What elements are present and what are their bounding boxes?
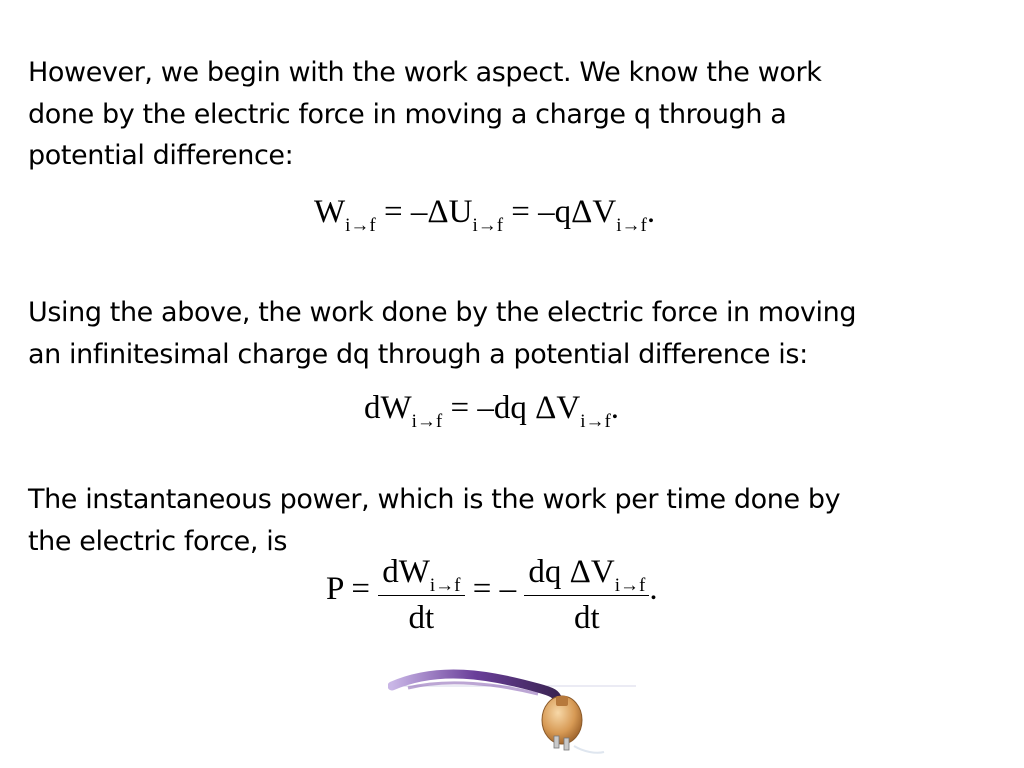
infinitesimal-paragraph [28,292,1008,375]
dq-potential-subscript: i→f [580,411,611,432]
power-symbol: P = [326,571,370,608]
infinitesimal-line-2: an infinitesimal charge dq through a potential difference is: [28,338,808,370]
period: . [646,194,656,230]
dq-numerator: dq ΔV [528,554,615,590]
power-paragraph [28,479,1008,562]
minus-sign: = – [472,571,517,608]
power-fraction-1 [378,556,464,635]
work-subscript: i→f [345,215,376,236]
power-line-1: The instantaneous power, which is the work per time done by [28,484,841,515]
dq-numerator-subscript: i→f [614,575,646,596]
potential-subscript: i→f [616,215,647,236]
period: . [649,571,658,608]
dw-numerator: dW [382,554,430,590]
power-equation [326,552,658,636]
infinitesimal-work-equation [364,390,620,432]
potential-energy-subscript: i→f [472,215,504,236]
work-equation [314,194,656,236]
intro-line-2: done by the electric force in moving a charge q through a [28,98,787,130]
dw-numerator-subscript: i→f [429,575,461,596]
dw-subscript: i→f [411,411,443,432]
infinitesimal-line-1: Using the above, the work done by the electric force in moving [28,297,857,328]
intro-line-3: potential difference: [28,140,294,171]
intro-line-1: However, we begin with the work aspect. We know the work [28,57,822,88]
period: . [610,390,620,426]
electrical-plug-icon [388,656,638,758]
dt-denominator: dt [378,595,464,635]
potential-energy-term: = –ΔU [384,194,473,230]
power-fraction-2 [524,556,649,635]
work-symbol: W [314,194,346,230]
potential-term: = –qΔV [511,194,617,230]
intro-paragraph [28,52,1008,177]
dq-potential-term: = –dq ΔV [450,390,581,426]
dw-symbol: dW [364,390,412,426]
dt-denominator-2: dt [524,595,649,635]
power-line-2: the electric force, is [28,525,287,557]
